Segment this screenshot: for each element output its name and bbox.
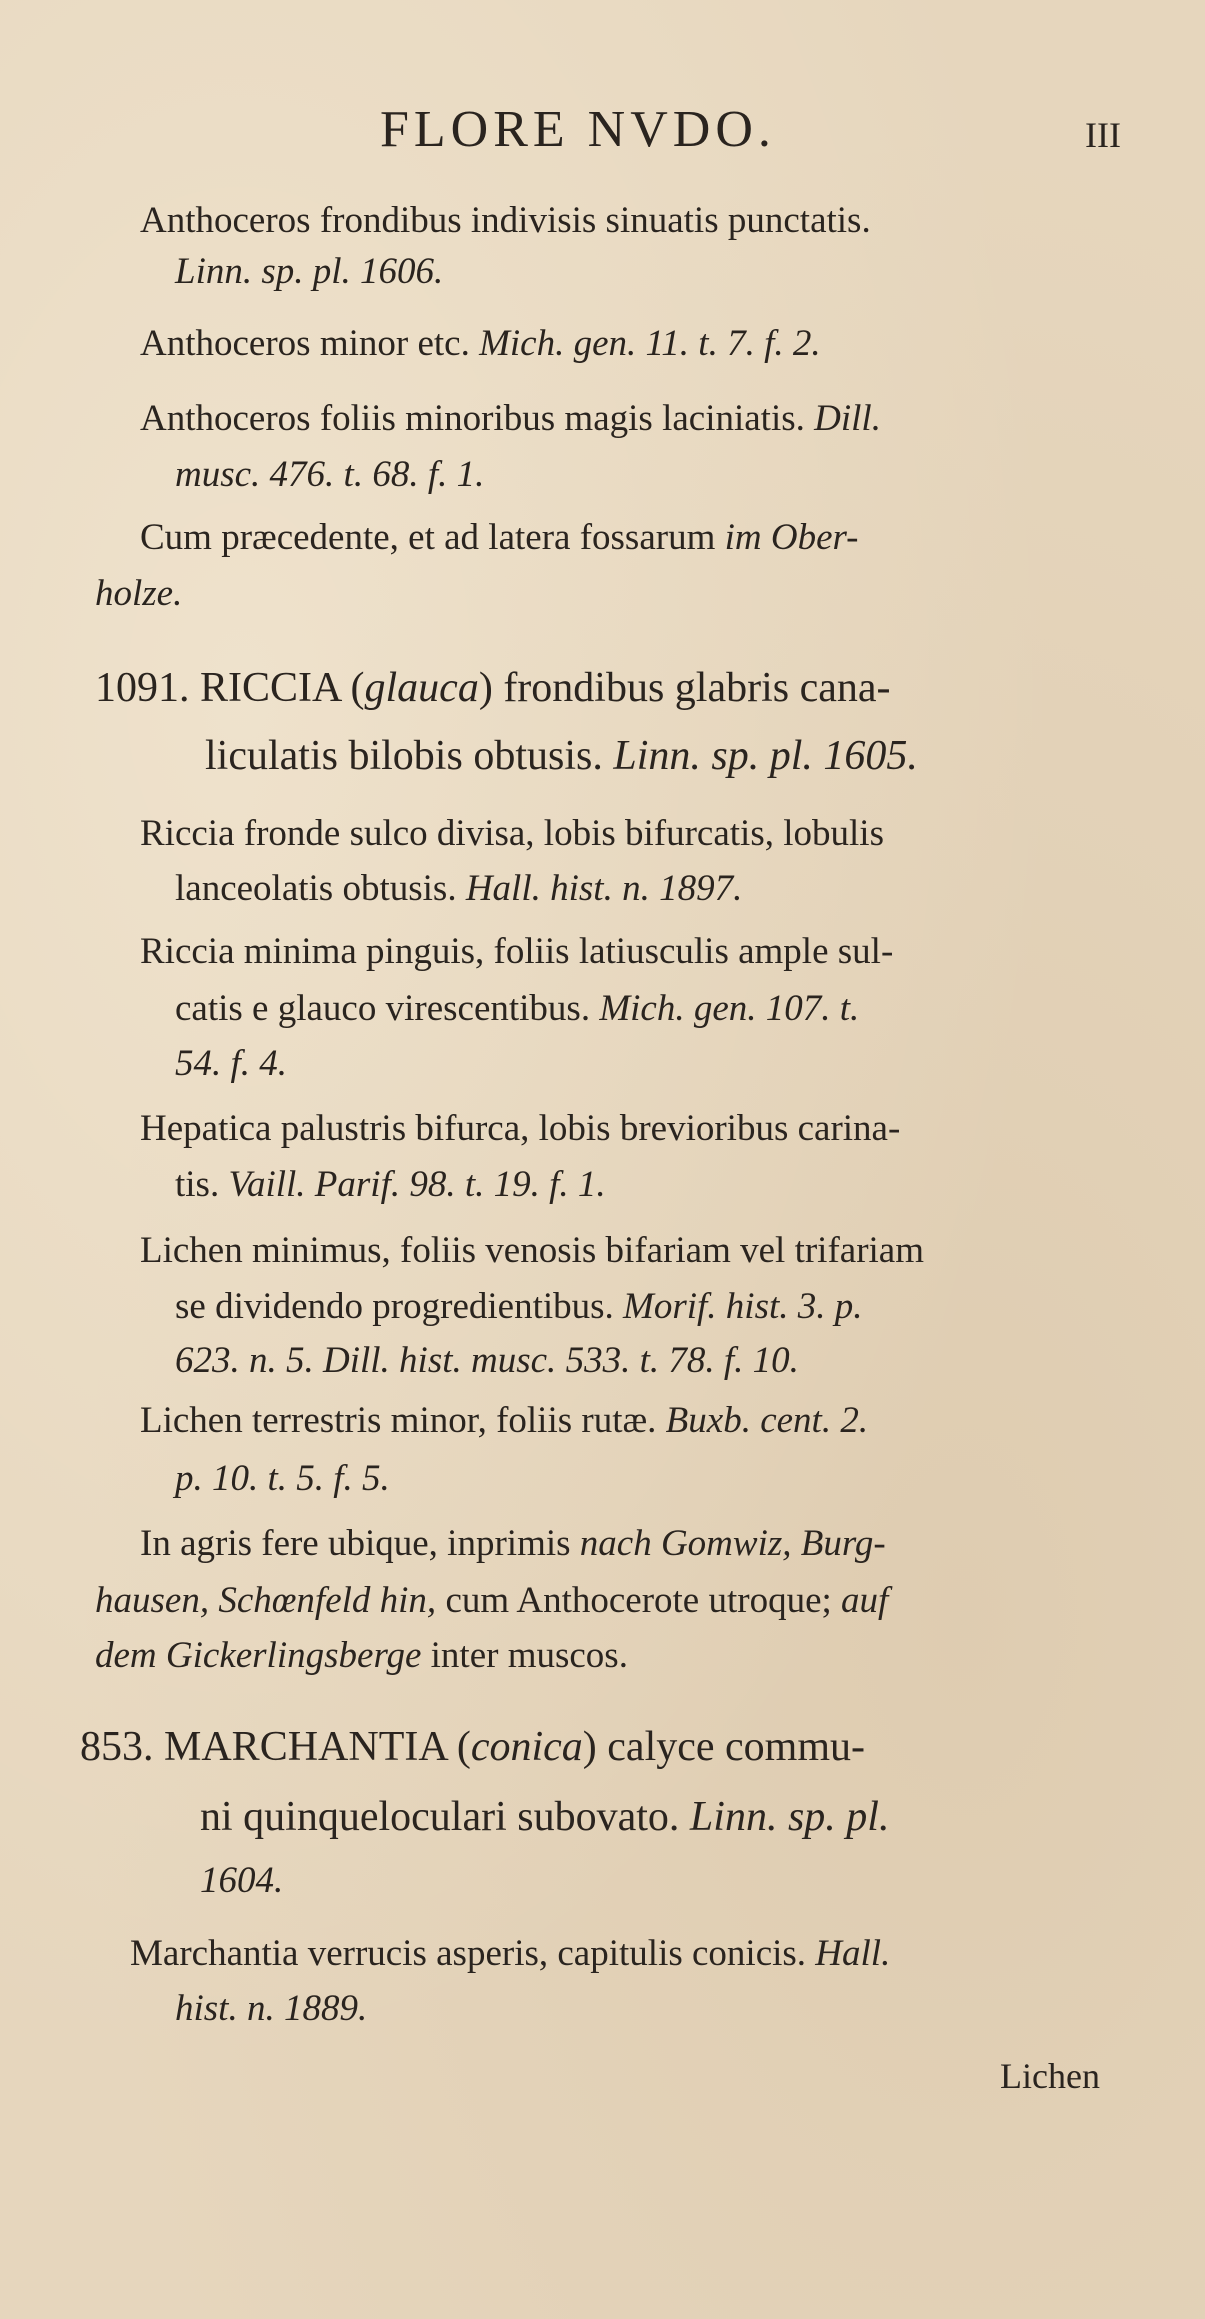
text-line: lanceolatis obtusis. Hall. hist. n. 1897. [175,868,743,909]
text-line: musc. 476. t. 68. f. 1. [175,454,485,495]
text-line: hausen, Schœnfeld hin, cum Anthocerote utroque; auf [95,1580,889,1621]
running-title: FLORE NVDO. [380,101,776,158]
text-line: Riccia fronde sulco divisa, lobis bifurcatis, lobulis [140,813,884,854]
text-line: Anthoceros minor etc. Mich. gen. 11. t. 7. f. 2. [140,323,821,364]
text-line: catis e glauco virescentibus. Mich. gen. 107. t. [175,988,860,1029]
text-line: tis. Vaill. Parif. 98. t. 19. f. 1. [175,1164,606,1205]
text-line: 1604. [200,1860,284,1901]
entry-heading: 853. MARCHANTIA (conica) calyce commu- [80,1724,865,1770]
text-line: 54. f. 4. [175,1043,288,1084]
entry-number: 853. [80,1724,154,1770]
text-line: Linn. sp. pl. 1606. [175,251,444,292]
text-line: ni quinqueloculari subovato. Linn. sp. pl. [200,1794,890,1840]
entry-number: 1091. [95,665,190,711]
text-line: hist. n. 1889. [175,1988,368,2029]
text-line: se dividendo progredientibus. Morif. hist. 3. p. [175,1286,863,1327]
catchword: Lichen [1000,2056,1100,2096]
page-number: III [1085,115,1121,155]
text-line: Anthoceros frondibus indivisis sinuatis punctatis. [140,200,871,241]
entry-heading: 1091. RICCIA (glauca) frondibus glabris cana- [95,665,891,711]
text-line: Marchantia verrucis asperis, capitulis conicis. Hall. [130,1933,891,1974]
text-line: Riccia minima pinguis, foliis latiusculis ample sul- [140,931,894,972]
page-header [0,100,1205,170]
text-line: holze. [95,573,183,614]
text-line: Hepatica palustris bifurca, lobis brevioribus carina- [140,1108,901,1149]
text-line: Lichen terrestris minor, foliis rutæ. Buxb. cent. 2. [140,1400,869,1441]
text-line: p. 10. t. 5. f. 5. [175,1458,390,1499]
text-line: Lichen minimus, foliis venosis bifariam vel trifariam [140,1230,925,1271]
text-line: Anthoceros foliis minoribus magis laciniatis. Dill. [140,398,881,439]
text-line: In agris fere ubique, inprimis nach Gomwiz, Burg- [140,1523,886,1564]
text-line: liculatis bilobis obtusis. Linn. sp. pl. 1605. [205,733,918,779]
text-line: Cum præcedente, et ad latera fossarum im Ober- [140,517,859,558]
text-line: 623. n. 5. Dill. hist. musc. 533. t. 78. f. 10. [175,1340,799,1381]
text-line: dem Gickerlingsberge inter muscos. [95,1635,628,1676]
